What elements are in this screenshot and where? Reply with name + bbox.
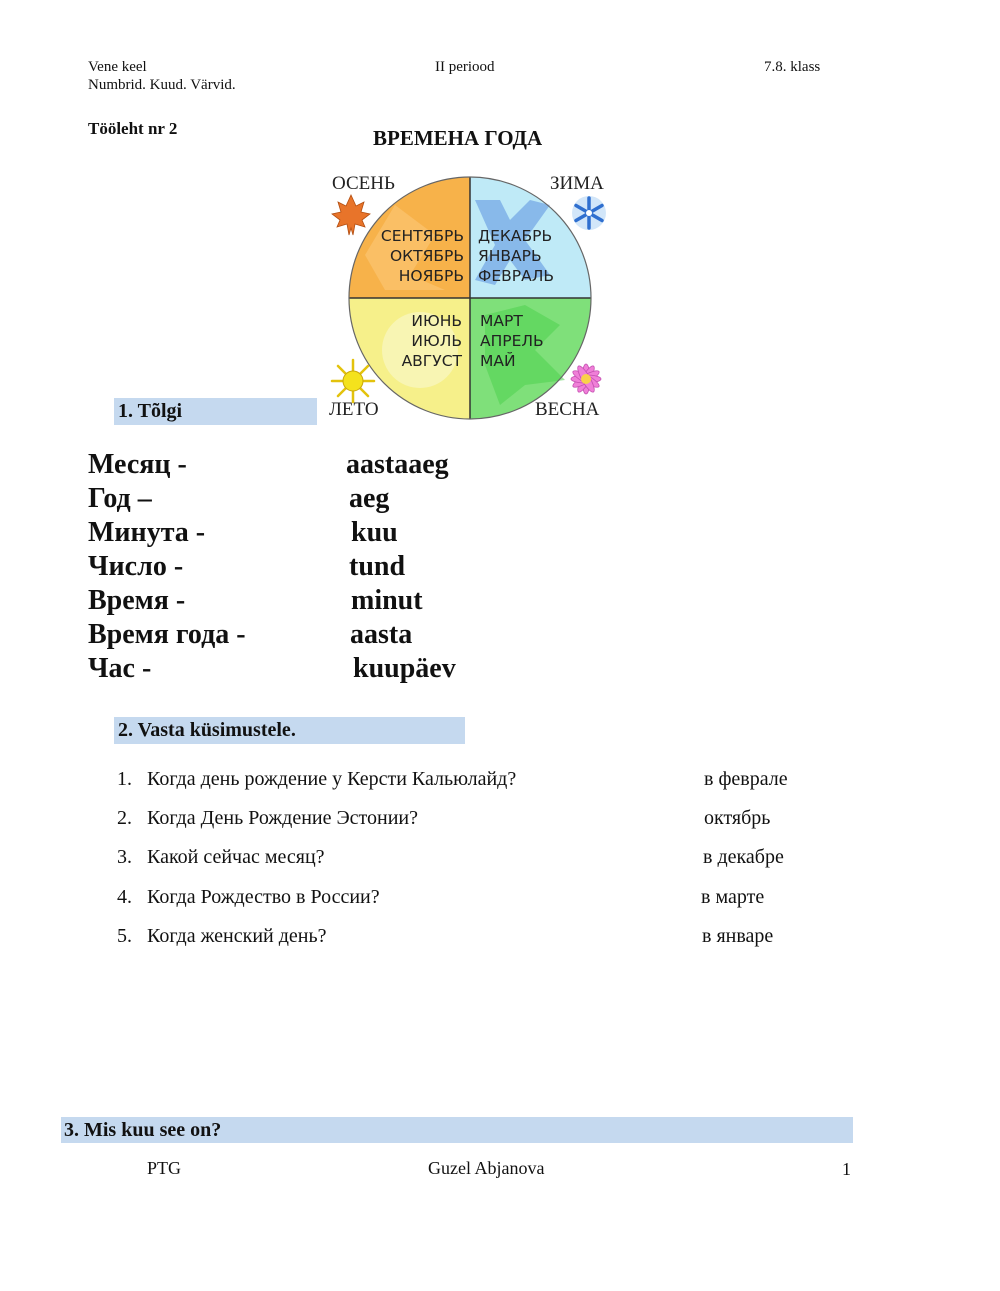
answer-option-4[interactable]: в марте — [701, 886, 765, 908]
vocab-ru-4: Число - — [88, 551, 184, 582]
footer-author: Guzel Abjanova — [428, 1158, 545, 1178]
header-subject: Vene keel — [88, 59, 147, 75]
vocab-ru-2: Год – — [88, 483, 152, 514]
season-autumn-label: ОСЕНЬ — [332, 173, 395, 194]
header-topic: Numbrid. Kuud. Värvid. — [88, 77, 236, 93]
header-period: II periood — [435, 59, 495, 75]
vocab-ru-6: Время года - — [88, 619, 246, 650]
answer-option-5[interactable]: в январе — [702, 925, 774, 947]
page-title: ВРЕМЕНА ГОДА — [373, 126, 543, 150]
wheel-quadrants — [349, 177, 591, 419]
footer-school: PTG — [147, 1158, 182, 1178]
season-summer-label: ЛЕТО — [329, 399, 379, 420]
seasons-wheel — [325, 165, 620, 430]
month-april: АПРЕЛЬ — [480, 332, 544, 350]
vocab-ru-5: Время - — [88, 585, 186, 616]
month-january: ЯНВАРЬ — [478, 247, 542, 265]
question-number-3: 3. — [117, 846, 132, 868]
header-grade: 7.8. klass — [764, 59, 821, 75]
flower-icon — [571, 364, 601, 394]
question-number-2: 2. — [117, 807, 132, 829]
question-number-5: 5. — [117, 925, 132, 947]
question-text-2: Когда День Рождение Эстонии? — [147, 807, 419, 829]
month-march: МАРТ — [480, 312, 523, 330]
question-text-1: Когда день рождение у Керсти Кальюлайд? — [147, 768, 517, 790]
month-october: ОКТЯБРЬ — [389, 247, 464, 265]
vocab-et-2[interactable]: aeg — [349, 483, 390, 514]
footer-page-number: 1 — [842, 1159, 851, 1179]
section3-heading: 3. Mis kuu see on? — [64, 1119, 222, 1141]
question-number-1: 1. — [117, 768, 132, 790]
section2-heading: 2. Vasta küsimustele. — [118, 719, 296, 741]
question-number-4: 4. — [117, 886, 132, 908]
question-text-4: Когда Рождество в России? — [147, 886, 380, 908]
question-text-3: Какой сейчас месяц? — [147, 846, 325, 868]
answer-option-2[interactable]: октябрь — [704, 807, 771, 829]
maple-leaf-icon — [332, 195, 370, 235]
month-august: АВГУСТ — [401, 352, 462, 370]
vocab-ru-7: Час - — [88, 653, 152, 684]
vocab-et-6[interactable]: aasta — [350, 619, 413, 650]
month-november: НОЯБРЬ — [398, 267, 464, 285]
sun-icon — [332, 360, 374, 402]
vocab-ru-3: Минута - — [88, 517, 206, 548]
season-winter-label: ЗИМА — [550, 173, 604, 194]
section1-heading: 1. Tõlgi — [118, 400, 183, 422]
vocab-et-5[interactable]: minut — [351, 585, 423, 616]
month-september: СЕНТЯБРЬ — [380, 227, 464, 245]
vocab-et-3[interactable]: kuu — [351, 517, 398, 548]
snowflake-icon — [572, 196, 606, 230]
month-july: ИЮЛЬ — [411, 332, 462, 350]
vocab-et-1[interactable]: aastaaeg — [346, 449, 449, 480]
vocab-et-4[interactable]: tund — [349, 551, 406, 582]
vocab-ru-1: Месяц - — [88, 449, 187, 480]
month-december: ДЕКАБРЬ — [478, 227, 553, 245]
worksheet-number: Tööleht nr 2 — [88, 119, 178, 138]
answer-option-1[interactable]: в феврале — [704, 768, 788, 790]
answer-option-3[interactable]: в декабре — [703, 846, 784, 868]
month-june: ИЮНЬ — [411, 312, 462, 330]
question-text-5: Когда женский день? — [147, 925, 327, 947]
month-february: ФЕВРАЛЬ — [478, 267, 555, 285]
season-spring-label: ВЕСНА — [535, 399, 600, 420]
vocab-et-7[interactable]: kuupäev — [353, 653, 456, 684]
month-may: МАЙ — [480, 352, 516, 370]
